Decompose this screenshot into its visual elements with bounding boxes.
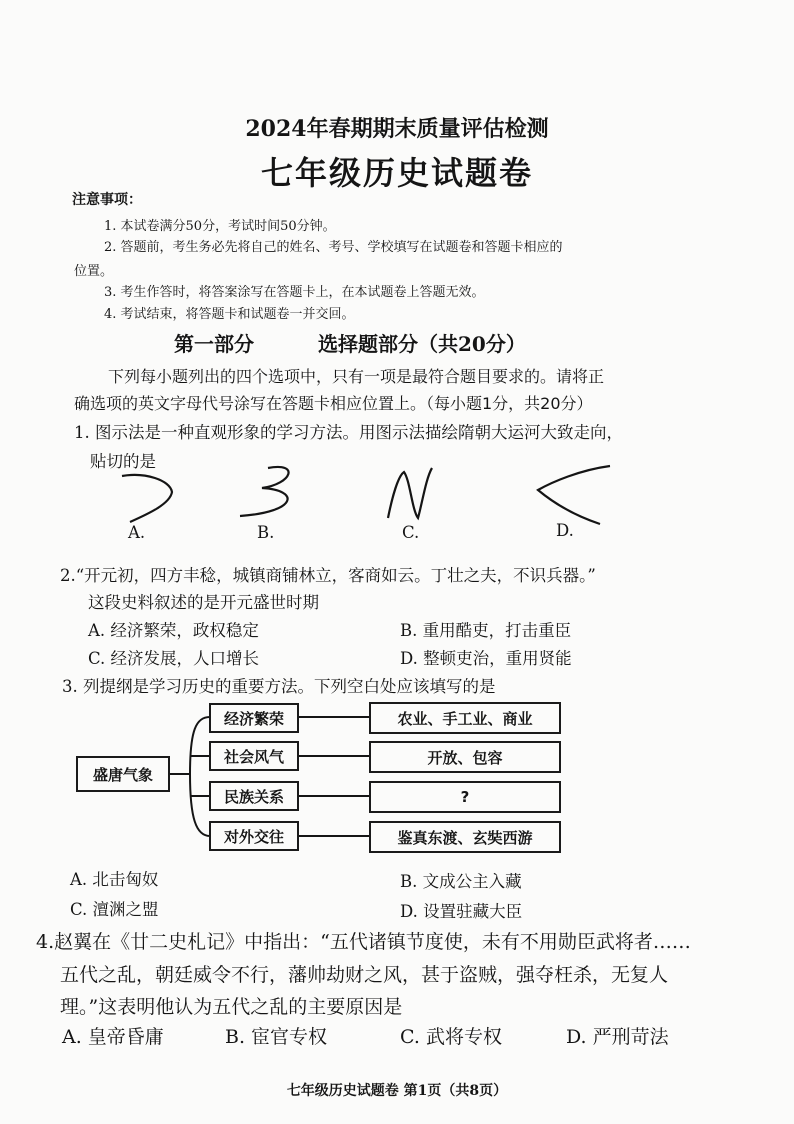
section-part: 第一部分 [174,332,254,356]
notice-heading: 注意事项： [72,192,142,208]
q4-option-c[interactable]: C. 武将专权 [400,1026,502,1048]
instruction-line: 确选项的英文字母代号涂写在答题卡相应位置上。（每小题1分，共20分） [74,394,593,413]
outline-content: ? [369,781,561,813]
question-1-stem: 贴切的是 [90,452,156,471]
notice-item: 1. 本试卷满分50分，考试时间50分钟。 [104,219,336,234]
sketch-b [240,467,289,516]
outline-root: 盛唐气象 [76,756,170,792]
q2-option-c[interactable]: C. 经济发展，人口增长 [88,649,260,668]
sketch-a [122,475,172,522]
q3-option-c[interactable]: C. 澶渊之盟 [70,900,159,919]
q2-option-b[interactable]: B. 重用酷吏，打击重臣 [400,621,572,640]
notice-item: 位置。 [74,264,114,279]
outline-content: 鉴真东渡、玄奘西游 [369,821,561,853]
question-2-stem: 2.“开元初，四方丰稔，城镇商铺林立，客商如云。丁壮之夫，不识兵器。” [60,566,596,585]
instruction-line: 下列每小题列出的四个选项中，只有一项是最符合题目要求的。请将正 [108,367,605,386]
question-3-stem: 3. 列提纲是学习历史的重要方法。下列空白处应该填写的是 [62,677,496,696]
q2-option-d[interactable]: D. 整顿吏治，重用贤能 [400,649,572,668]
notice-item: 4. 考试结束，将答题卡和试题卷一并交回。 [104,307,355,322]
notice-item: 3. 考生作答时，将答案涂写在答题卡上，在本试题卷上答题无效。 [104,285,485,300]
q1-option-b[interactable]: B. [257,523,275,542]
sketch-d [538,466,610,524]
question-4-stem: 五代之乱，朝廷威令不行，藩帅劫财之风，甚于盗贼，强夺枉杀，无复人 [60,964,669,986]
exam-subtitle: 七年级历史试题卷 [260,154,533,192]
question-4-stem: 理。”这表明他认为五代之乱的主要原因是 [60,996,403,1018]
q1-option-d[interactable]: D. [556,521,574,540]
q4-option-a[interactable]: A. 皇帝昏庸 [62,1026,164,1048]
section-name: 选择题部分（共20分） [318,332,526,356]
q4-option-b[interactable]: B. 宦官专权 [225,1026,328,1048]
sketch-c [388,468,432,518]
q3-option-b[interactable]: B. 文成公主入藏 [400,872,522,891]
q1-option-c[interactable]: C. [402,523,420,542]
question-1-stem: 1. 图示法是一种直观形象的学习方法。用图示法描绘隋朝大运河大致走向， [74,423,623,442]
exam-title: 2024年春期期末质量评估检测 [245,116,549,142]
q3-option-a[interactable]: A. 北击匈奴 [70,870,159,889]
q2-option-a[interactable]: A. 经济繁荣，政权稳定 [88,621,259,640]
outline-label: 社会风气 [209,741,299,771]
q1-option-a[interactable]: A. [128,523,146,542]
q3-option-d[interactable]: D. 设置驻藏大臣 [400,902,523,921]
outline-label: 民族关系 [209,781,299,811]
outline-label: 对外交往 [209,821,299,851]
q4-option-d[interactable]: D. 严刑苛法 [566,1026,669,1048]
page-footer: 七年级历史试题卷 第1页（共8页） [286,1083,508,1099]
question-4-stem: 4.赵翼在《廿二史札记》中指出：“五代诸镇节度使，未有不用勋臣武将者…… [36,931,691,953]
outline-content: 农业、手工业、商业 [369,702,561,734]
outline-content: 开放、包容 [369,741,561,773]
notice-item: 2. 答题前，考生务必先将自己的姓名、考号、学校填写在试题卷和答题卡相应的 [104,240,563,255]
q1-route-sketches [100,458,620,530]
outline-label: 经济繁荣 [209,703,299,733]
question-2-stem: 这段史料叙述的是开元盛世时期 [88,593,319,612]
